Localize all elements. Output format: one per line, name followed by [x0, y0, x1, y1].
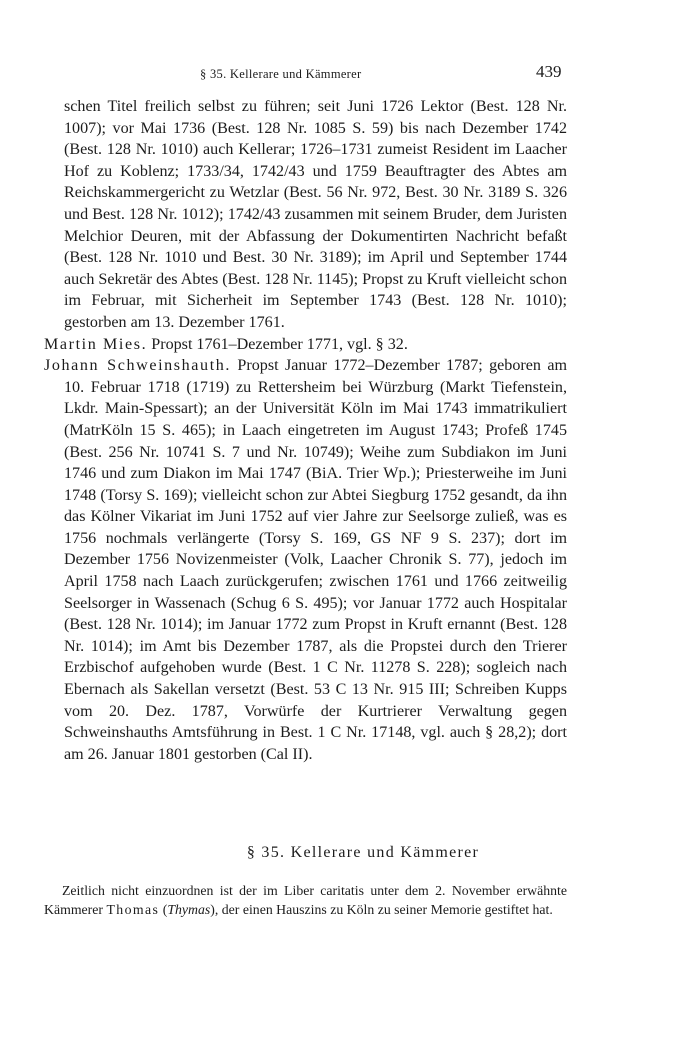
continuation-paragraph: schen Titel freilich selbst zu führen; seit Juni 1726 Lektor (Best. 128 Nr. 1007); vor Mai 1736 (Best. 128 Nr. 1085 S. 59) bis nach Dezember 1742 (Best. 128 Nr. 1010) auch Kellerar; 1726–1731 zumeist Resident im Laacher Hof zu Koblenz; 1733/34, 1742/43 und 1759 Beauftragter des Abtes am Reichskammergericht zu Wetzlar (Best. 56 Nr. 972, Best. 30 Nr. 3189 S. 326 und Best. 128 Nr. 1012); 1742/43 zusammen mit seinem Bruder, dem Juristen Melchior Deuren, mit der Abfassung der Dokumentirten Nachricht befaßt (Best. 128 Nr. 1010 und Best. 30 Nr. 3189); im April und September 1744 auch Sekretär des Abtes (Best. 128 Nr. 1145); Propst zu Kruft vielleicht schon im Februar, mit Sicherheit im September 1743 (Best. 128 Nr. 1010); gestorben am 13. Dezember 1761.	[64, 98, 567, 331]
note-italic-name: Thymas	[167, 901, 211, 917]
section-note	[44, 882, 567, 919]
page-number: 439	[536, 62, 562, 81]
entry-name: Johann Schweinshauth.	[44, 357, 232, 375]
note-text-end: ), der einen Hauszins zu Köln zu seiner Memorie gestiftet hat.	[210, 901, 553, 917]
entry-martin-mies	[44, 334, 567, 356]
note-text: Zeitlich nicht einzuordnen ist der im Liber caritatis unter dem 2. November erwähnte Kämmerer	[44, 883, 567, 917]
entry-johann-schweinshauth	[44, 355, 567, 765]
note-text-mid: (	[159, 901, 168, 917]
entry-text: Propst 1761–Dezember 1771, vgl. § 32.	[147, 335, 408, 353]
entry-text: Propst Januar 1772–Dezember 1787; geboren am 10. Februar 1718 (1719) zu Rettersheim bei Würzburg (Markt Tiefenstein, Lkdr. Main-Spessart); an der Universität Köln im Mai 1743 immatrikuliert (MatrKöln 15 S. 465); in Laach eingetreten im August 1743; Profeß 1745 (Best. 256 Nr. 10741 S. 7 und Nr. 10749); Weihe zum Subdiakon im Juni 1746 und zum Diakon im Mai 1747 (BiA. Trier Wp.); Priesterweihe im Juni 1748 (Torsy S. 169); vielleicht schon zur Abtei Siegburg 1752 gesandt, da ihn das Kölner Vikariat im Juni 1752 auf vier Jahre zur Seelsorge zuließ, was es 1756 nochmals verlängerte (Torsy S. 169, GS NF 9 S. 237); dort im Dezember 1756 Novizenmeister (Volk, Laacher Chronik S. 77), jedoch im April 1758 nach Laach zurückgerufen; zwischen 1761 und 1766 zeitweilig Seelsorger in Wassenach (Schug 6 S. 495); vor Januar 1772 auch Hospitalar (Best. 128 Nr. 1014); im Januar 1772 zum Propst in Kruft ernannt (Best. 128 Nr. 1014); im Amt bis Dezember 1787, als die Propstei durch den Trierer Erzbischof aufgehoben wurde (Best. 1 C Nr. 11278 S. 228); sogleich nach Ebernach als Sakellan versetzt (Best. 53 C 13 Nr. 915 III; Schreiben Kupps vom 20. Dez. 1787, Vorwürfe der Kurtrierer Verwaltung gegen Schweinshauths Amtsführung in Best. 1 C Nr. 17148, vgl. auch § 28,2); dort am 26. Januar 1801 gestorben (Cal II).	[64, 357, 567, 763]
body-text	[44, 96, 567, 765]
section-heading: § 35. Kellerare und Kämmerer	[246, 844, 480, 861]
running-head: § 35. Kellerare und Kämmerer	[200, 67, 362, 81]
entry-name: Martin Mies.	[44, 335, 148, 353]
page-header	[0, 62, 700, 86]
note-name: Thomas	[106, 901, 160, 917]
